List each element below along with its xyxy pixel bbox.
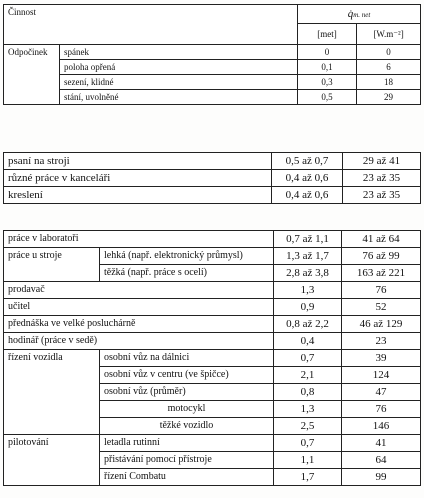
wm2-cell: 47	[342, 384, 421, 401]
activity-cell: osobní vůz (průměr)	[100, 384, 274, 401]
activity-cell: přednáška ve velké posluchárně	[4, 316, 274, 333]
wm2-cell: 6	[357, 60, 421, 75]
met-cell: 2,1	[274, 367, 342, 384]
activity-cell: motocykl	[100, 401, 274, 418]
activity-cell: sezení, klidné	[60, 75, 298, 90]
table-row	[4, 75, 421, 90]
wm2-cell: 124	[342, 367, 421, 384]
met-cell: 0,8	[274, 384, 342, 401]
activity-cell: spánek	[60, 45, 298, 60]
table-row	[4, 282, 421, 299]
work-activities-table	[3, 230, 421, 486]
met-cell: 0,7	[274, 435, 342, 452]
activity-cell: různé práce v kanceláři	[4, 170, 272, 187]
wm2-cell: 76	[342, 282, 421, 299]
rest-activities-table	[3, 4, 421, 105]
wm2-cell: 146	[342, 418, 421, 435]
wm2-cell: 18	[357, 75, 421, 90]
activity-cell: lehká (např. elektronický průmysl)	[100, 248, 274, 265]
wm2-cell: 163 až 221	[342, 265, 421, 282]
met-cell: 0,5 až 0,7	[272, 153, 343, 170]
table-row	[4, 45, 421, 60]
activity-cell: osobní vůz na dálnici	[100, 350, 274, 367]
met-cell: 2,5	[274, 418, 342, 435]
activity-cell: hodinář (práce v sedě)	[4, 333, 274, 350]
header-activity: Činnost	[4, 5, 298, 45]
activity-cell: psaní na stroji	[4, 153, 272, 170]
table-row	[4, 435, 421, 452]
met-cell: 0	[298, 45, 357, 60]
met-cell: 0,4 až 0,6	[272, 170, 343, 187]
wm2-cell: 46 až 129	[342, 316, 421, 333]
activity-cell: učitel	[4, 299, 274, 316]
activity-cell: řízení Combatu	[100, 469, 274, 486]
header-symbol-subscript: m. net	[353, 10, 371, 19]
activity-cell: prodavač	[4, 282, 274, 299]
met-cell: 0,4 až 0,6	[272, 187, 343, 204]
wm2-cell: 76	[342, 401, 421, 418]
group-label: pilotování	[4, 435, 100, 486]
office-activities-table	[3, 152, 421, 204]
wm2-cell: 23	[342, 333, 421, 350]
table-row	[4, 60, 421, 75]
met-cell: 1,3	[274, 401, 342, 418]
activity-cell: osobní vůz v centru (ve špičce)	[100, 367, 274, 384]
met-cell: 0,7	[274, 350, 342, 367]
met-cell: 1,1	[274, 452, 342, 469]
wm2-cell: 29 až 41	[343, 153, 421, 170]
wm2-cell: 0	[357, 45, 421, 60]
table-row	[4, 299, 421, 316]
activity-cell: kreslení	[4, 187, 272, 204]
met-cell: 0,5	[298, 90, 357, 105]
wm2-cell: 29	[357, 90, 421, 105]
group-label: práce u stroje	[4, 248, 100, 282]
wm2-cell: 64	[342, 452, 421, 469]
unit-met: [met]	[298, 24, 357, 45]
table-row	[4, 316, 421, 333]
table-row	[4, 187, 421, 204]
table-row	[4, 153, 421, 170]
wm2-cell: 52	[342, 299, 421, 316]
activity-cell: těžké vozidlo	[100, 418, 274, 435]
wm2-cell: 39	[342, 350, 421, 367]
activity-cell: přistávání pomocí přístroje	[100, 452, 274, 469]
activity-cell: stání, uvolněné	[60, 90, 298, 105]
group-label: řízení vozidla	[4, 350, 100, 435]
table-row	[4, 333, 421, 350]
wm2-cell: 76 až 99	[342, 248, 421, 265]
met-cell: 0,4	[274, 333, 342, 350]
wm2-cell: 99	[342, 469, 421, 486]
activity-cell: letadla rutinní	[100, 435, 274, 452]
table-row	[4, 231, 421, 248]
table-row	[4, 248, 421, 265]
wm2-cell: 23 až 35	[343, 187, 421, 204]
met-cell: 0,8 až 2,2	[274, 316, 342, 333]
met-cell: 2,8 až 3,8	[274, 265, 342, 282]
table-row	[4, 90, 421, 105]
header-symbol: q̇	[347, 7, 354, 20]
met-cell: 0,7 až 1,1	[274, 231, 342, 248]
met-cell: 0,9	[274, 299, 342, 316]
table-row	[4, 350, 421, 367]
wm2-cell: 41	[342, 435, 421, 452]
met-cell: 0,1	[298, 60, 357, 75]
met-cell: 1,3	[274, 282, 342, 299]
unit-wm2: [W.m⁻²]	[357, 24, 421, 45]
activity-cell: práce v laboratoři	[4, 231, 274, 248]
met-cell: 0,3	[298, 75, 357, 90]
table-row	[4, 170, 421, 187]
activity-cell: poloha opřená	[60, 60, 298, 75]
met-cell: 1,3 až 1,7	[274, 248, 342, 265]
wm2-cell: 41 až 64	[342, 231, 421, 248]
wm2-cell: 23 až 35	[343, 170, 421, 187]
group-label: Odpočinek	[4, 45, 60, 105]
activity-cell: těžká (např. práce s ocelí)	[100, 265, 274, 282]
header-metabolic-rate	[298, 5, 421, 24]
met-cell: 1,7	[274, 469, 342, 486]
